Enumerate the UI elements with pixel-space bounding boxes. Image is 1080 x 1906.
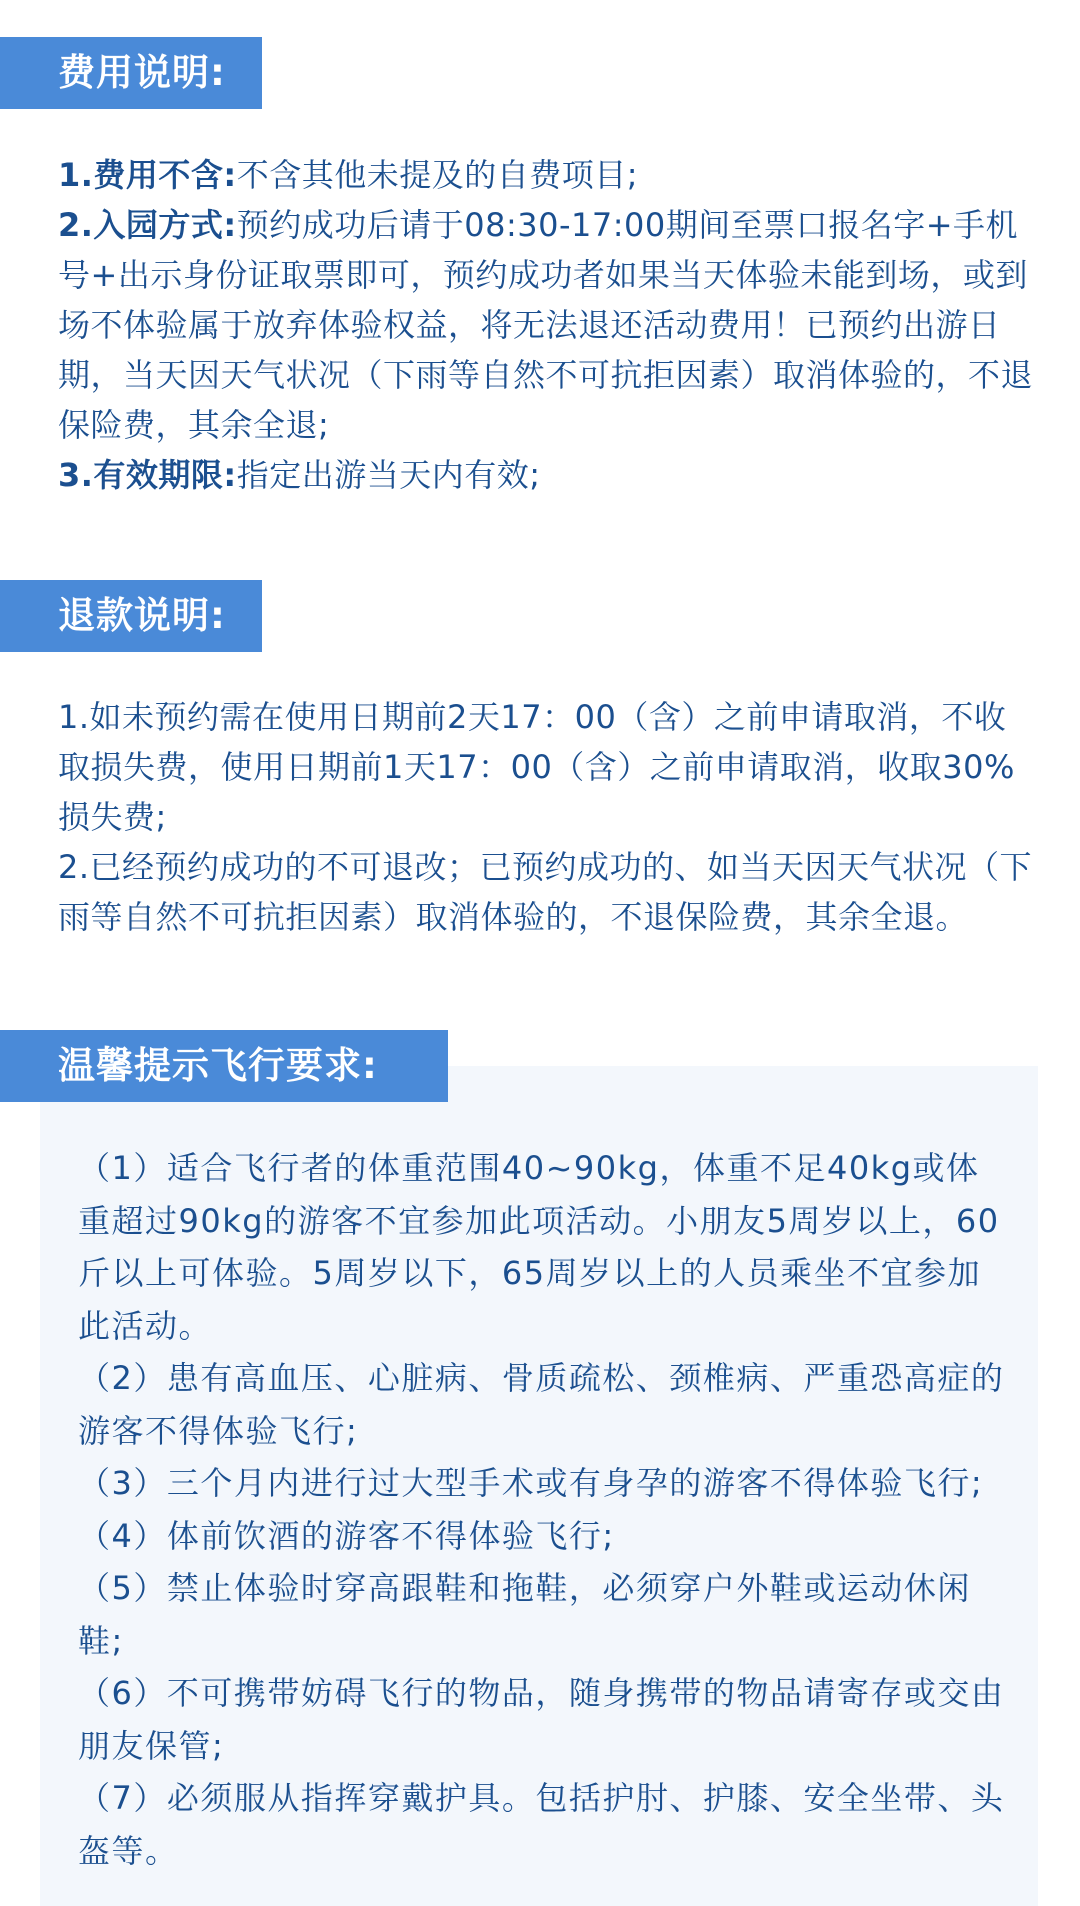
fee-section-title: 费用说明: — [0, 37, 262, 109]
refund-section-title: 退款说明: — [0, 580, 262, 652]
fee-item — [58, 200, 1038, 450]
tips-item: （3）三个月内进行过大型手术或有身孕的游客不得体验飞行; — [78, 1464, 984, 1502]
refund-section-body — [58, 692, 1038, 942]
tips-item: （7）必须服从指挥穿戴护具。包括护肘、护膝、安全坐带、头盔等。 — [78, 1779, 1005, 1870]
tips-item: （2）患有高血压、心脏病、骨质疏松、颈椎病、严重恐高症的游客不得体验飞行; — [78, 1359, 1005, 1450]
tips-item: （1）适合飞行者的体重范围40~90kg，体重不足40kg或体重超过90kg的游客不宜参加此项活动。小朋友5周岁以上，60斤以上可体验。5周岁以下，65周岁以上的人员乘坐不宜参加此活动。 — [78, 1149, 1000, 1345]
tips-section-title: 温馨提示飞行要求: — [0, 1030, 448, 1102]
fee-item-text: 预约成功后请于08:30-17:00期间至票口报名字+手机号+出示身份证取票即可，预约成功者如果当天体验未能到场，或到场不体验属于放弃体验权益，将无法退还活动费用！已预约出游日期，当天因天气状况（下雨等自然不可抗拒因素）取消体验的，不退保险费，其余全退; — [58, 206, 1034, 444]
fee-section-body — [58, 150, 1038, 500]
refund-item: 2.已经预约成功的不可退改；已预约成功的、如当天因天气状况（下雨等自然不可抗拒因素）取消体验的，不退保险费，其余全退。 — [58, 848, 1033, 936]
fee-item — [58, 150, 1038, 200]
tips-item: （4）体前饮酒的游客不得体验飞行; — [78, 1516, 615, 1555]
tips-section-body — [78, 1142, 1012, 1877]
tips-item: （5）禁止体验时穿高跟鞋和拖鞋，必须穿户外鞋或运动休闲鞋; — [78, 1569, 971, 1660]
fee-item-label: 3.有效期限: — [58, 456, 237, 494]
fee-item-label: 2.入园方式: — [58, 206, 237, 244]
fee-item-text: 不含其他未提及的自费项目; — [236, 156, 639, 194]
tips-item: （6）不可携带妨碍飞行的物品，随身携带的物品请寄存或交由朋友保管; — [78, 1674, 1005, 1765]
fee-item-text: 指定出游当天内有效; — [236, 456, 541, 494]
fee-item-label: 1.费用不含: — [58, 156, 237, 194]
fee-item — [58, 450, 1038, 500]
refund-item: 1.如未预约需在使用日期前2天17：00（含）之前申请取消，不收取损失费，使用日期前1天17：00（含）之前申请取消，收取30%损失费; — [58, 698, 1015, 836]
